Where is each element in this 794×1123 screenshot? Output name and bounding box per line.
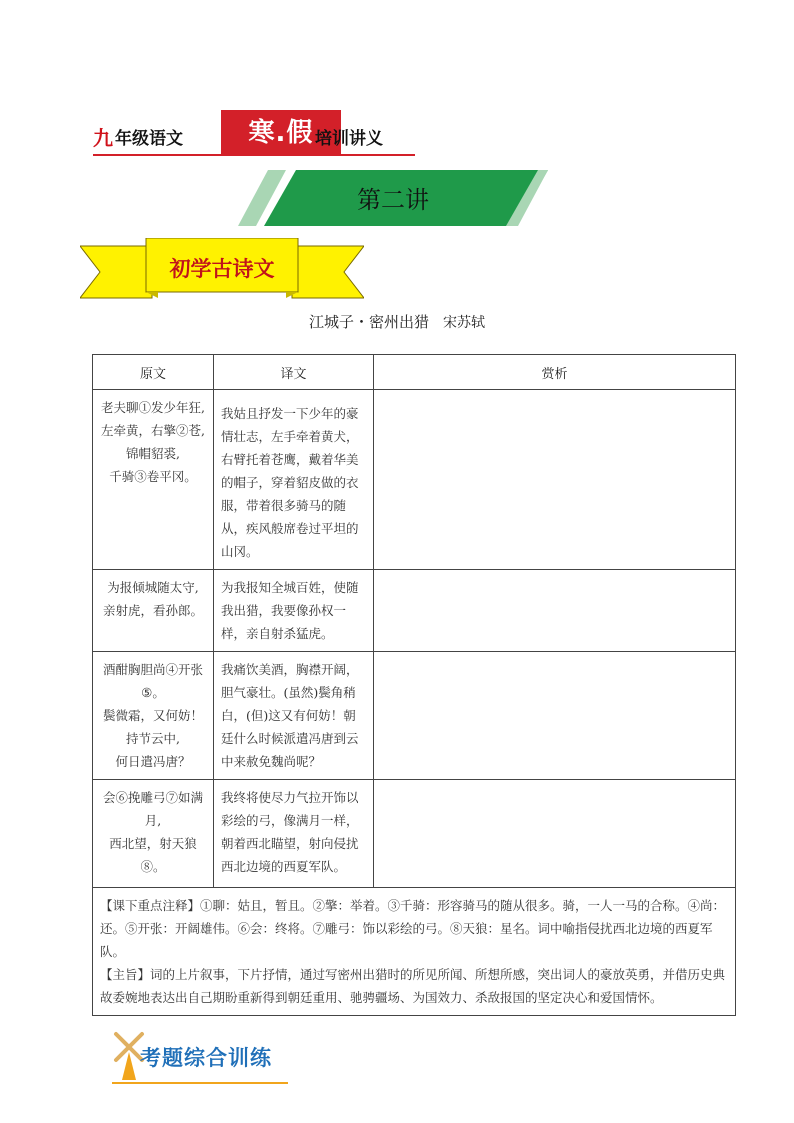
original-line: ⑤。 [141,685,165,700]
original-cell [93,780,214,888]
original-cell [93,390,214,570]
original-line: 西北望，射天狼⑧。 [109,836,197,874]
section-underline [112,1082,288,1084]
translation-cell: 我终将使尽力气拉开饰以彩绘的弓，像满月一样，朝着西北瞄望，射向侵扰西北边境的西夏军队。 [214,780,374,888]
original-cell [93,570,214,652]
original-line: 老夫聊①发少年狂, [101,400,205,415]
original-line: 鬓微霜，又何妨！ [102,708,203,723]
exercise-section-title: 考题综合训练 [140,1046,272,1070]
exercise-section-heading [112,1030,292,1086]
header-prefix: 九 [93,126,113,150]
original-line: 左牵黄，右擎②苍, [101,423,205,438]
poem-author: 宋苏轼 [443,315,485,331]
header-grade: 年级语文 [115,129,183,149]
section-ribbon [80,238,364,304]
appreciation-cell[interactable] [374,780,736,888]
original-line: 持节云中, [126,731,180,746]
theme-summary: 【主旨】词的上片叙事，下片抒情，通过写密州出猎时的所见所闻、所想所感，突出词人的豪放英勇，并借历史典故委婉地表达出自己期盼重新得到朝廷重用、驰骋疆场、为国效力、杀敌报国的坚定决心和爱国情怀。 [100,967,726,1005]
header [93,110,415,156]
original-line: 月, [144,813,162,828]
appreciation-cell[interactable] [374,570,736,652]
original-line: 锦帽貂裘, [126,446,180,461]
original-line: 千骑③卷平冈。 [109,469,197,484]
lecture-banner [238,170,548,226]
translation-cell: 我姑且抒发一下少年的豪情壮志，左手牵着黄犬，右臂托着苍鹰，戴着华美的帽子，穿着貂皮做的衣服，带着很多骑马的随从，疾风般席卷过平坦的山冈。 [214,390,374,570]
table-row [93,390,736,570]
table-row [93,570,736,652]
table-row [93,652,736,780]
header-original: 原文 [93,355,214,390]
season-label: 寒.假 [248,118,314,148]
poem-title-line [0,311,794,332]
original-cell [93,652,214,780]
translation-cell: 我痛饮美酒，胸襟开阔，胆气豪壮。(虽然)鬓角稍白，(但)这又有何妨！朝廷什么时候派遣冯唐到云中来赦免魏尚呢？ [214,652,374,780]
table-header-row [93,355,736,390]
notes-row [93,888,736,1016]
header-translation: 译文 [214,355,374,390]
appreciation-cell[interactable] [374,390,736,570]
notes-cell [93,888,736,1016]
key-notes: 【课下重点注释】①聊：姑且，暂且。②擎：举着。③千骑：形容骑马的随从很多。骑，一人一马的合称。④尚：还。⑤开张：开阔雄伟。⑥会：终将。⑦雕弓：饰以彩绘的弓。⑧天狼：星名。词中喻指侵扰西北边境的西夏军队。 [100,898,726,959]
appreciation-cell[interactable] [374,652,736,780]
header-underline [93,154,415,156]
lecture-title: 第二讲 [357,186,429,214]
translation-cell: 为我报知全城百姓，使随我出猎，我要像孙权一样，亲自射杀猛虎。 [214,570,374,652]
original-line: 为报倾城随太守, [107,580,199,595]
original-line: 亲射虎，看孙郎。 [102,603,203,618]
original-line: 酒酣胸胆尚④开张 [102,662,203,677]
section-title: 初学古诗文 [169,257,275,281]
original-line: 何日遣冯唐？ [115,754,191,769]
table-row [93,780,736,888]
poem-table [92,354,736,1016]
header-appreciation: 赏析 [374,355,736,390]
poem-title: 江城子・密州出猎 [308,313,429,331]
header-suffix: 培训讲义 [315,129,383,149]
original-line: 会⑥挽雕弓⑦如满 [102,790,203,805]
